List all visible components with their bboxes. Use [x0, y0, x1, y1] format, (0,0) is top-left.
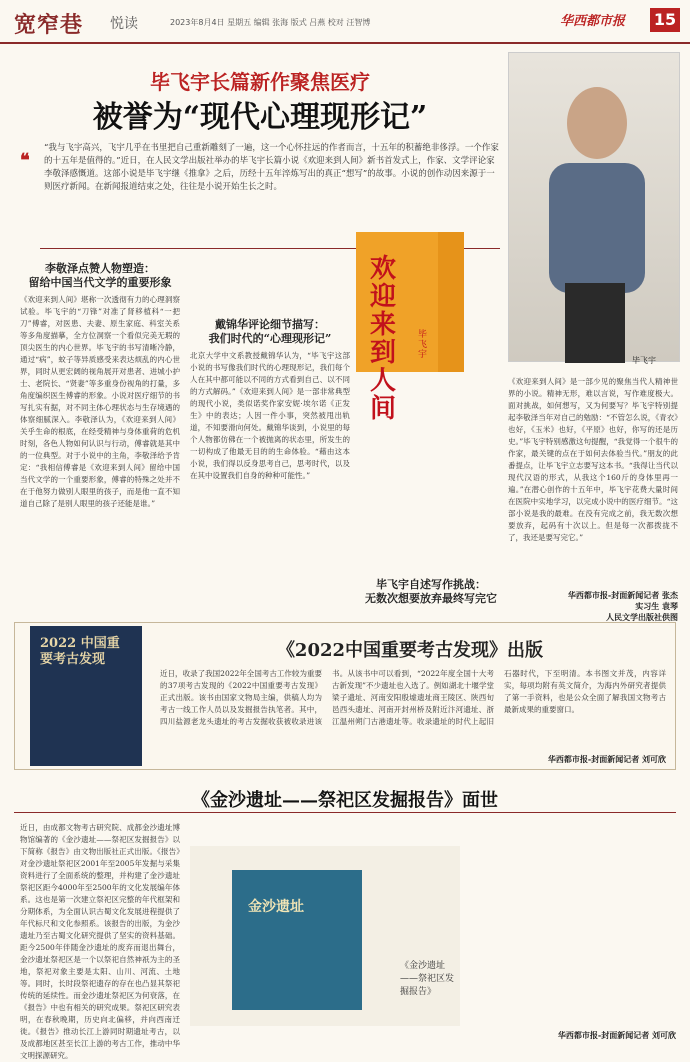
- article-kicker: 毕飞宇长篇新作聚焦医疗: [150, 70, 370, 94]
- archaeology-credit: 华西都市报-封面新闻记者 刘可欣: [547, 754, 666, 764]
- subhead-3: 毕飞宇自述写作挑战： 无数次想要放弃最终写完它: [365, 578, 497, 605]
- subbody-1: 《欢迎来到人间》堪称一次透彻有力的心理洞察试验。毕飞宇的“刀锋”对准了肾移植科“一把刀”傅睿，对医患、夫妻、原生家庭、科室关系等多角度描摹，全方位洞察一个看似完美无瑕的顶尖医生的内心世界。毕飞宇的书写清晰冷静，通过“病”，蚊子等异质感受来表达烦乱的内心世界，同时从更宏阔的视角展开对患者、进城小护士、老院长、“贤妻”等多重身份视角的打量，多角度编织医生傅睿的形象。小说对医疗细节的书写扎实有据，对不同主体心理状态与生存境遇的体察细腻深入。李敬泽认为，《欢迎来到人间》关乎生命的根底，在经受精神与身体重荷的危机时刻，各色人物如何认识与行动，傅睿就是其中的一位典型。对于小说中的主角，李敬泽给予肯定：“我相信傅睿是《欢迎来到人间》留给中国当代文学的一个重要形象，傅睿的特殊之处并不在于他努力做别人眼里的孩子，而是他一直不知道自己除了是别人眼里的孩子还能是谁。”: [20, 295, 180, 508]
- subbody-3: 《欢迎来到人间》是一部少见的聚焦当代人精神世界的小说。精神无形，难以言说，写作难度极大。面对挑战，如何想写，又为何要写？毕飞宇特别提起李敬泽当年对自己的勉励：“不管怎么说，《青衣》也好，《玉米》也好，《平原》也好，你写的还是历史。”毕飞宇特别感激这句提醒，“我觉得一个很牛的作家，最关键的点在于如何去体验当代。”朋友的此番提点，让毕飞宇立志要写这本书。“我得让当代以现代汉语的形式，从我这个160斤的身体里再一遍。”在潜心创作的十五年中，毕飞宇花费大量时间在医院中实地学习，以完成小说中的医疗细节。“这部小说是我的最难。在没有完成之前，我无数次想要放弃，起码有十次以上。但是每一次都拨拢不了，我还是要写完它。”: [508, 377, 678, 542]
- archaeology-headline: 《2022中国重要考古发现》出版: [276, 640, 544, 661]
- issue-meta: 2023年8月4日 星期五 编辑 张海 版式 吕燕 校对 汪智博: [170, 18, 371, 27]
- quote-mark-icon: ❝: [20, 150, 30, 171]
- jinsha-cover-title: 金沙遗址: [248, 899, 304, 915]
- divider: [14, 812, 676, 813]
- jinsha-caption: 《金沙遗址——祭祀区发掘报告》: [400, 961, 455, 997]
- archaeology-body: 近日，收录了我国2022年全国考古工作较为重要的37项考古发现的《2022中国重要考古发现》正式出版。该书由国家文物局主编，供稿人均为考古一线工作人员以及发掘报告执笔者。其中，四川盐源老龙头遗址的考古发掘收获被收录进该书。从该书中可以看到，“2022年度全国十大考古新发现”不少遗址也入选了。例如湖北十堰学堂梁子遗址、河南安阳殷墟遗址商王陵区、陕西旬邑西头遗址、河南开封州桥及附近汴河遗址、浙江温州朔门古港遗址等。收录遗址的时代上起旧石器时代，下至明清。本书图文并茂，内容详实，每项均附有英文简介，为海内外研究者提供了第一手资料，也是公众全面了解我国文物考古最新成果的重要窗口。: [160, 669, 666, 726]
- subbody-2: 北京大学中文系教授戴锦华认为，“毕飞宇这部小说的书写像我们时代的心理现形记，我们每个人在其中都可能以不同的方式看到自己、以不同的方式解码。”《欢迎来到人间》是一部非常典型的现代小说，类似诺奖作家安妮·埃尔诺《正发生》中的表达；人因一件小事，突然被甩出轨道，不知要滑向何处。戴锦华谈到，小说里的每个人物都仿佛在一个被抛离的状态里，所发生的一切构成了他最无目的的生命体验。“藉由这本小说，我们得以反身思考自己，思考时代，以及在其中设置我们自身的种种可能性。”: [190, 351, 350, 480]
- page-number: 15: [650, 8, 680, 32]
- section-label: 悦读: [110, 16, 138, 32]
- jinsha-credit: 华西都市报-封面新闻记者 刘可欣: [557, 1030, 676, 1040]
- book-cover-title: 欢迎来到人间: [370, 254, 397, 424]
- archaeology-cover-title: 2022 中国重要考古发现: [40, 636, 120, 667]
- jinsha-body: 近日，由成都文物考古研究院、成都金沙遗址博物馆编著的《金沙遗址——祭祀区发掘报告》以下简称《报告》由文物出版社正式出版。《报告》对金沙遗址祭祀区2001年至2005年发掘与采集资料进行了全面系统的整理，并构建了金沙遗址祭祀区距今4000年至2500年的文化发展编年体系。这也是第一次建立祭祀区完整的年代框架和分期体系，为全面认识古蜀文化发展进程提供了年代标尺和文化参照系。该报告的出版，为金沙遗址乃至古蜀文化研究提供了坚实的资料基础。距今2500年伴随金沙遗址的废弃而退出舞台，金沙遗址祭祀区是一个以祭祀自然神祇为主的圣地，祭祀对象主要是太阳、山川、河流、土地等。同时，长时段祭祀遗存的存在也凸显其祭祀传统的延续性。而金沙遗址祭祀区为何衰落，在《报告》中也有相关的研究成果。祭祀区研究表明，在春秋晚期，历史向北偏移，并向西南迁徙。《报告》推动长江上游同时期遗址考古，以及成都地区甚至长江上游的考古工作，推动中华文明探源研究。: [20, 823, 180, 1060]
- article-headline: 被誉为“现代心理现形记”: [92, 100, 428, 135]
- subhead-1: 李敬泽点赞人物塑造： 留给中国当代文学的重要形象: [28, 262, 172, 289]
- book-spine: [438, 232, 464, 372]
- subhead-2: 戴锦华评论细节描写： 我们时代的“心理现形记”: [208, 318, 332, 345]
- article-lede: “我与飞宇高兴，飞宇几乎在书里把自己重新雕刻了一遍，这一个心怀拄远的作者而言，十五年的积蓄绝非侈浮。一个作家的十五年是值得的。”近日，在人民文学出版社举办的毕飞宇长篇小说《欢迎来到人间》新书首发式上，作家、文学评论家李敬泽感慨道。这部小说是毕飞宇继《推拿》之后，历经十五年淬炼写出的真正“想写”的故事。小说的创作动因来源于一则医疗新闻。在新闻报道结束之处，往往是小说开始生长之时。: [44, 143, 499, 192]
- jinsha-headline: 《金沙遗址——祭祀区发掘报告》面世: [192, 790, 498, 811]
- book-cover-author: 毕飞宇: [418, 330, 428, 360]
- photo-caption: 毕飞宇: [632, 356, 656, 365]
- jinsha-cover: [232, 870, 362, 1010]
- newspaper-brand: 华西都市报: [560, 14, 626, 29]
- column-logo: 宽窄巷: [14, 12, 84, 38]
- article-credit: 华西都市报-封面新闻记者 张杰 实习生 袁琴 人民文学出版社供图: [567, 590, 678, 622]
- portrait-illustration: [509, 53, 681, 363]
- author-photo: [508, 52, 680, 362]
